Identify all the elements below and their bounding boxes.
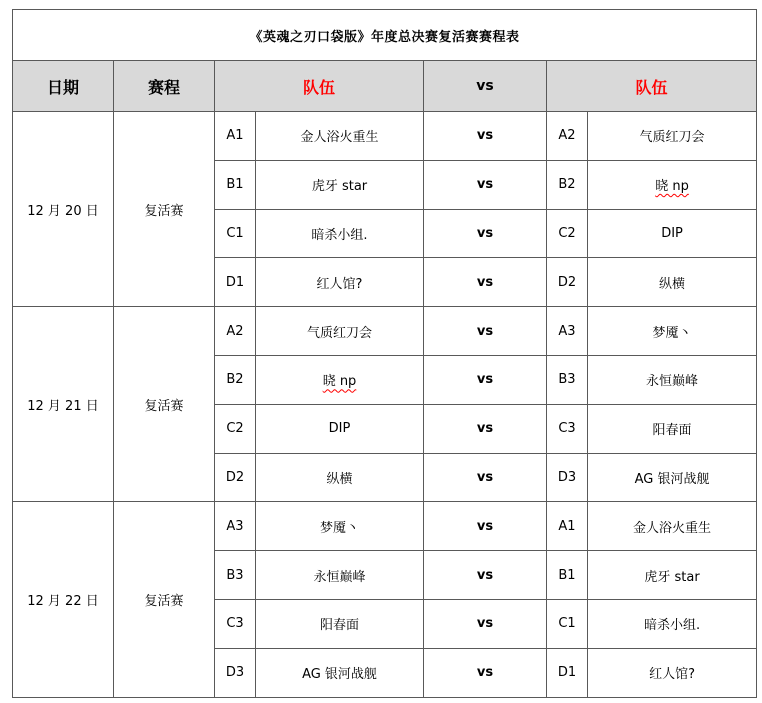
left-team-name (256, 404, 424, 453)
right-team-label: 纵横 (659, 276, 686, 292)
left-team-label: 晓 np (322, 374, 357, 390)
right-team-label: 虎牙 star (644, 569, 700, 585)
right-team-label: 阳春面 (652, 423, 692, 439)
vs-label: vs (424, 112, 547, 161)
right-team-name (588, 404, 757, 453)
right-team-name (588, 307, 757, 356)
left-team-label: 暗杀小组. (311, 227, 368, 243)
vs-label: vs (424, 648, 547, 697)
left-team-code: A2 (215, 307, 256, 356)
match-date: 12 月 22 日 (13, 502, 114, 697)
right-team-code: C1 (547, 599, 588, 648)
left-team-code: D3 (215, 648, 256, 697)
header-team-left: 队伍 (215, 61, 424, 112)
right-team-label: 晓 np (655, 179, 689, 195)
right-team-code: B1 (547, 551, 588, 600)
left-team-name (256, 648, 424, 697)
vs-label: vs (424, 160, 547, 209)
match-stage: 复活赛 (114, 307, 215, 502)
match-date: 12 月 20 日 (13, 112, 114, 307)
left-team-label: 金人浴火重生 (300, 130, 379, 146)
vs-label: vs (424, 404, 547, 453)
match-stage: 复活赛 (114, 112, 215, 307)
left-team-name (256, 112, 424, 161)
left-team-name (256, 599, 424, 648)
right-team-label: 金人浴火重生 (633, 520, 712, 536)
left-team-code: B1 (215, 160, 256, 209)
right-team-code: A3 (547, 307, 588, 356)
right-team-name (588, 112, 757, 161)
left-team-label: 虎牙 star (311, 179, 368, 195)
vs-label: vs (424, 502, 547, 551)
right-team-name (588, 453, 757, 502)
left-team-label: DIP (328, 421, 351, 437)
left-team-code: A3 (215, 502, 256, 551)
vs-label: vs (424, 551, 547, 600)
left-team-code: A1 (215, 112, 256, 161)
left-team-code: D2 (215, 453, 256, 502)
schedule-table (12, 9, 757, 698)
vs-label: vs (424, 355, 547, 404)
left-team-name (256, 453, 424, 502)
left-team-code: D1 (215, 258, 256, 307)
header-row (13, 61, 757, 112)
left-team-code: B2 (215, 355, 256, 404)
left-team-name (256, 502, 424, 551)
right-team-label: DIP (661, 225, 683, 241)
right-team-name (588, 160, 757, 209)
table-row (13, 502, 757, 551)
left-team-code: C2 (215, 404, 256, 453)
left-team-label: 阳春面 (319, 618, 359, 634)
table-row (13, 307, 757, 356)
right-team-label: 暗杀小组. (643, 618, 701, 634)
right-team-label: 气质红刀会 (639, 130, 705, 146)
vs-label: vs (424, 209, 547, 258)
right-team-code: D2 (547, 258, 588, 307)
left-team-name (256, 307, 424, 356)
left-team-name (256, 258, 424, 307)
right-team-name (588, 355, 757, 404)
vs-label: vs (424, 453, 547, 502)
right-team-name (588, 648, 757, 697)
left-team-code: C3 (215, 599, 256, 648)
left-team-label: AG 银河战舰 (302, 667, 377, 683)
right-team-code: C3 (547, 404, 588, 453)
header-date: 日期 (13, 61, 114, 112)
left-team-label: 纵横 (326, 471, 353, 487)
vs-label: vs (424, 307, 547, 356)
right-team-name (588, 209, 757, 258)
right-team-code: B2 (547, 160, 588, 209)
left-team-name (256, 160, 424, 209)
right-team-name (588, 502, 757, 551)
header-stage: 赛程 (114, 61, 215, 112)
match-date: 12 月 21 日 (13, 307, 114, 502)
right-team-code: D3 (547, 453, 588, 502)
vs-label: vs (424, 258, 547, 307)
header-vs: vs (424, 61, 547, 112)
right-team-code: B3 (547, 355, 588, 404)
header-team-right: 队伍 (547, 61, 757, 112)
right-team-label: 梦魇丶 (652, 325, 692, 341)
left-team-label: 梦魇丶 (319, 520, 359, 536)
left-team-name (256, 355, 424, 404)
table-row (13, 112, 757, 161)
left-team-name (256, 551, 424, 600)
page-title: 《英魂之刃口袋版》年度总决赛复活赛赛程表 (13, 10, 757, 61)
right-team-name (588, 258, 757, 307)
match-stage: 复活赛 (114, 502, 215, 697)
right-team-label: 永恒巅峰 (646, 374, 699, 390)
left-team-code: B3 (215, 551, 256, 600)
left-team-label: 气质红刀会 (306, 325, 372, 341)
right-team-code: A1 (547, 502, 588, 551)
right-team-code: A2 (547, 112, 588, 161)
right-team-code: D1 (547, 648, 588, 697)
right-team-code: C2 (547, 209, 588, 258)
right-team-name (588, 599, 757, 648)
left-team-label: 红人馆? (316, 276, 363, 292)
vs-label: vs (424, 599, 547, 648)
right-team-name (588, 551, 757, 600)
left-team-code: C1 (215, 209, 256, 258)
right-team-label: 红人馆? (649, 667, 695, 683)
left-team-label: 永恒巅峰 (313, 569, 366, 585)
left-team-name (256, 209, 424, 258)
right-team-label: AG 银河战舰 (634, 471, 710, 487)
